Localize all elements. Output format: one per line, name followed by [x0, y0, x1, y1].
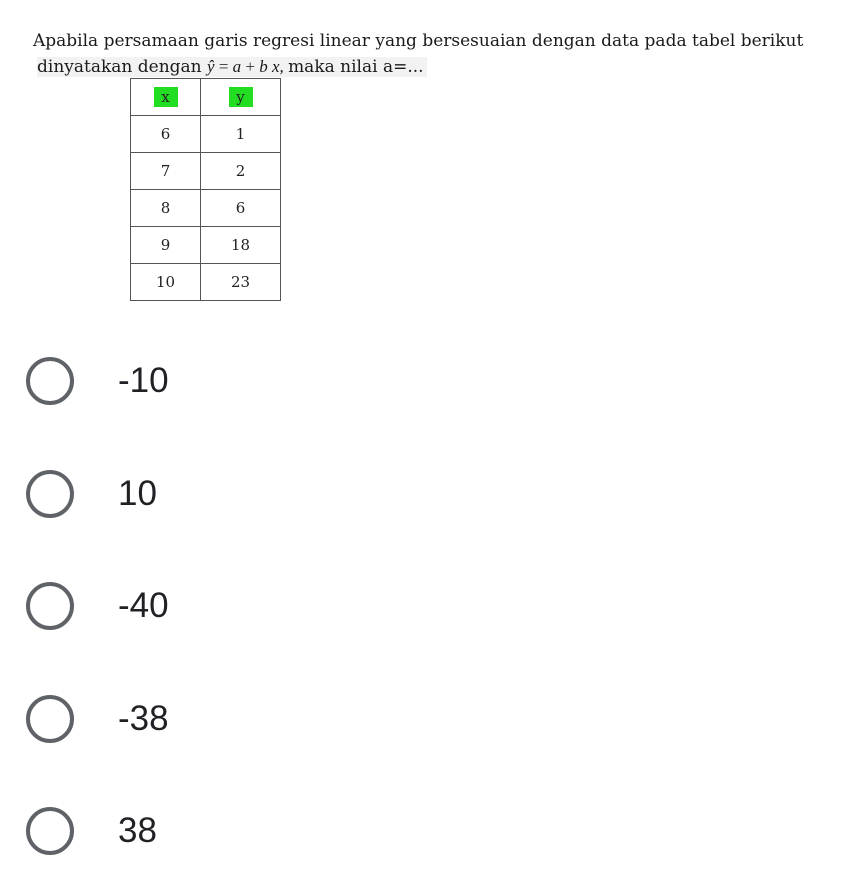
option-1[interactable]: [26, 351, 426, 411]
option-5[interactable]: [26, 801, 426, 861]
table-row: [131, 264, 281, 301]
question-text-line1: Apabila persamaan garis regresi linear yang bersesuaian dengan data pada tabel berikut: [33, 31, 804, 51]
eq-x: x,: [272, 57, 284, 76]
table-header-y: [201, 79, 281, 116]
eq-b: b: [259, 57, 268, 76]
option-label: 10: [118, 474, 157, 513]
table-row: [131, 153, 281, 190]
table-cell-x: 6: [131, 116, 201, 153]
eq-a: a: [232, 57, 242, 76]
option-2[interactable]: [26, 464, 426, 524]
question-text-line2: [37, 57, 427, 77]
table-cell-y: 23: [201, 264, 281, 301]
table-cell-y: 1: [201, 116, 281, 153]
question-prefix: dinyatakan dengan: [37, 57, 202, 77]
question-image: [0, 0, 851, 320]
table-header-x: [131, 79, 201, 116]
radio-unchecked-icon[interactable]: [26, 357, 74, 405]
table-row: [131, 227, 281, 264]
option-label: -10: [118, 361, 169, 400]
radio-unchecked-icon[interactable]: [26, 582, 74, 630]
option-3[interactable]: [26, 576, 426, 636]
option-label: -38: [118, 699, 169, 738]
question-suffix: maka nilai a=...: [288, 57, 424, 77]
table-row: [131, 190, 281, 227]
option-label: 38: [118, 811, 157, 850]
table-cell-y: 18: [201, 227, 281, 264]
eq-equals: =: [218, 57, 229, 76]
table-cell-x: 7: [131, 153, 201, 190]
header-y-label: y: [229, 87, 253, 107]
option-label: -40: [118, 586, 169, 625]
table-cell-y: 6: [201, 190, 281, 227]
data-table: [130, 78, 281, 301]
regression-equation: [207, 57, 288, 76]
table-cell-x: 10: [131, 264, 201, 301]
table-cell-x: 8: [131, 190, 201, 227]
radio-unchecked-icon[interactable]: [26, 807, 74, 855]
eq-plus: +: [245, 57, 256, 76]
radio-unchecked-icon[interactable]: [26, 695, 74, 743]
eq-yhat: ŷ: [207, 57, 215, 76]
table-cell-y: 2: [201, 153, 281, 190]
table-row: [131, 116, 281, 153]
table-cell-x: 9: [131, 227, 201, 264]
header-x-label: x: [154, 87, 178, 107]
table-header-row: [131, 79, 281, 116]
option-4[interactable]: [26, 689, 426, 749]
radio-unchecked-icon[interactable]: [26, 470, 74, 518]
